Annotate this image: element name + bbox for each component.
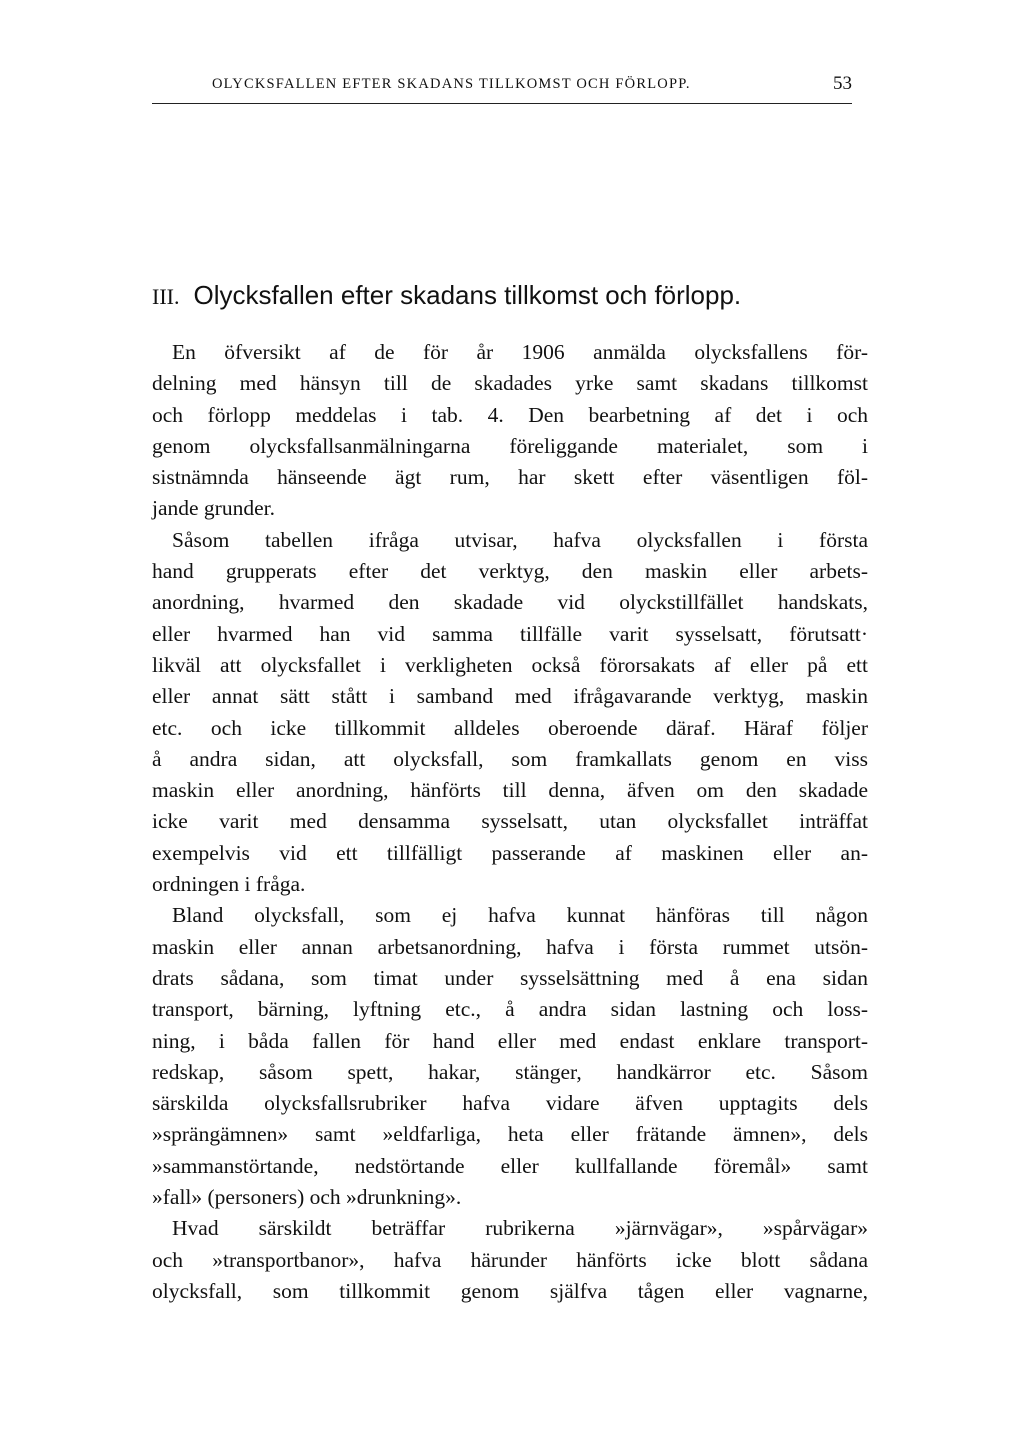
text-line: Hvad särskildt beträffar rubrikerna »järnvägar», »spårvägar» — [172, 1216, 868, 1241]
text-line: eller hvarmed han vid samma tillfälle varit sysselsatt, förutsatt· — [152, 621, 868, 646]
text-line: genom olycksfallsanmälningarna föreliggande materialet, som i — [152, 433, 868, 458]
text-line: ning, i båda fallen för hand eller med endast enklare transport- — [152, 1028, 868, 1053]
text-line: hand grupperats efter det verktyg, den maskin eller arbets- — [152, 559, 868, 584]
text-line: likväl att olycksfallet i verkligheten också förorsakats af eller på ett — [152, 652, 868, 677]
text-line: anordning, hvarmed den skadade vid olyckstillfället handskats, — [152, 590, 868, 615]
text-line: delning med hänsyn till de skadades yrke samt skadans tillkomst — [152, 371, 868, 396]
text-line: En öfversikt af de för år 1906 anmälda olycksfallens för- — [172, 340, 868, 364]
running-title: OLYCKSFALLEN EFTER SKADANS TILLKOMST OCH FÖRLOPP. — [212, 76, 691, 92]
text-line: och »transportbanor», hafva härunder hänförts icke blott sådana — [152, 1247, 868, 1272]
text-line: sistnämnda hänseende ägt rum, har skett efter väsentligen föl- — [152, 465, 868, 490]
text-line: olycksfall, som tillkommit genom själfva tågen eller vagnarne, — [152, 1278, 868, 1303]
text-line: ordningen i fråga. — [152, 872, 306, 897]
text-line: icke varit med densamma sysselsatt, utan olycksfallet inträffat — [152, 809, 868, 834]
text-line: jande grunder. — [152, 496, 275, 521]
text-line: och förlopp meddelas i tab. 4. Den bearbetning af det i och — [152, 402, 868, 427]
text-line: »sprängämnen» samt »eldfarliga, heta eller frätande ämnen», dels — [152, 1122, 868, 1147]
text-line: maskin eller anordning, hänförts till denna, äfven om den skadade — [152, 778, 868, 803]
text-line: Bland olycksfall, som ej hafva kunnat hänföras till någon — [172, 903, 868, 928]
text-line: etc. och icke tillkommit alldeles oberoende däraf. Häraf följer — [152, 715, 868, 740]
header-rule — [152, 103, 852, 104]
text-line: å andra sidan, att olycksfall, som framkallats genom en viss — [152, 746, 868, 771]
section-title: Olycksfallen efter skadans tillkomst och förlopp. — [193, 280, 742, 310]
running-header — [152, 74, 852, 100]
text-line: drats sådana, som timat under sysselsättning med å ena sidan — [152, 965, 868, 990]
text-line: särskilda olycksfallsrubriker hafva vidare äfven upptagits dels — [152, 1091, 868, 1116]
text-line: »sammanstörtande, nedstörtande eller kullfallande föremål» samt — [152, 1153, 868, 1178]
page-number: 53 — [833, 73, 852, 94]
section-heading — [152, 279, 872, 313]
section-number: III. — [152, 284, 180, 309]
body-text — [152, 337, 868, 1307]
text-line: exempelvis vid ett tillfälligt passerande af maskinen eller an- — [152, 840, 868, 865]
text-line: redskap, såsom spett, hakar, stänger, handkärror etc. Såsom — [152, 1059, 868, 1084]
text-line: eller annat sätt stått i samband med ifrågavarande verktyg, maskin — [152, 684, 868, 709]
text-line: transport, bärning, lyftning etc., å andra sidan lastning och loss- — [152, 997, 868, 1022]
text-line: maskin eller annan arbetsanordning, hafva i första rummet utsön- — [152, 934, 868, 959]
text-line: »fall» (personers) och »drunkning». — [152, 1185, 462, 1210]
text-line: Såsom tabellen ifråga utvisar, hafva olycksfallen i första — [172, 527, 868, 552]
